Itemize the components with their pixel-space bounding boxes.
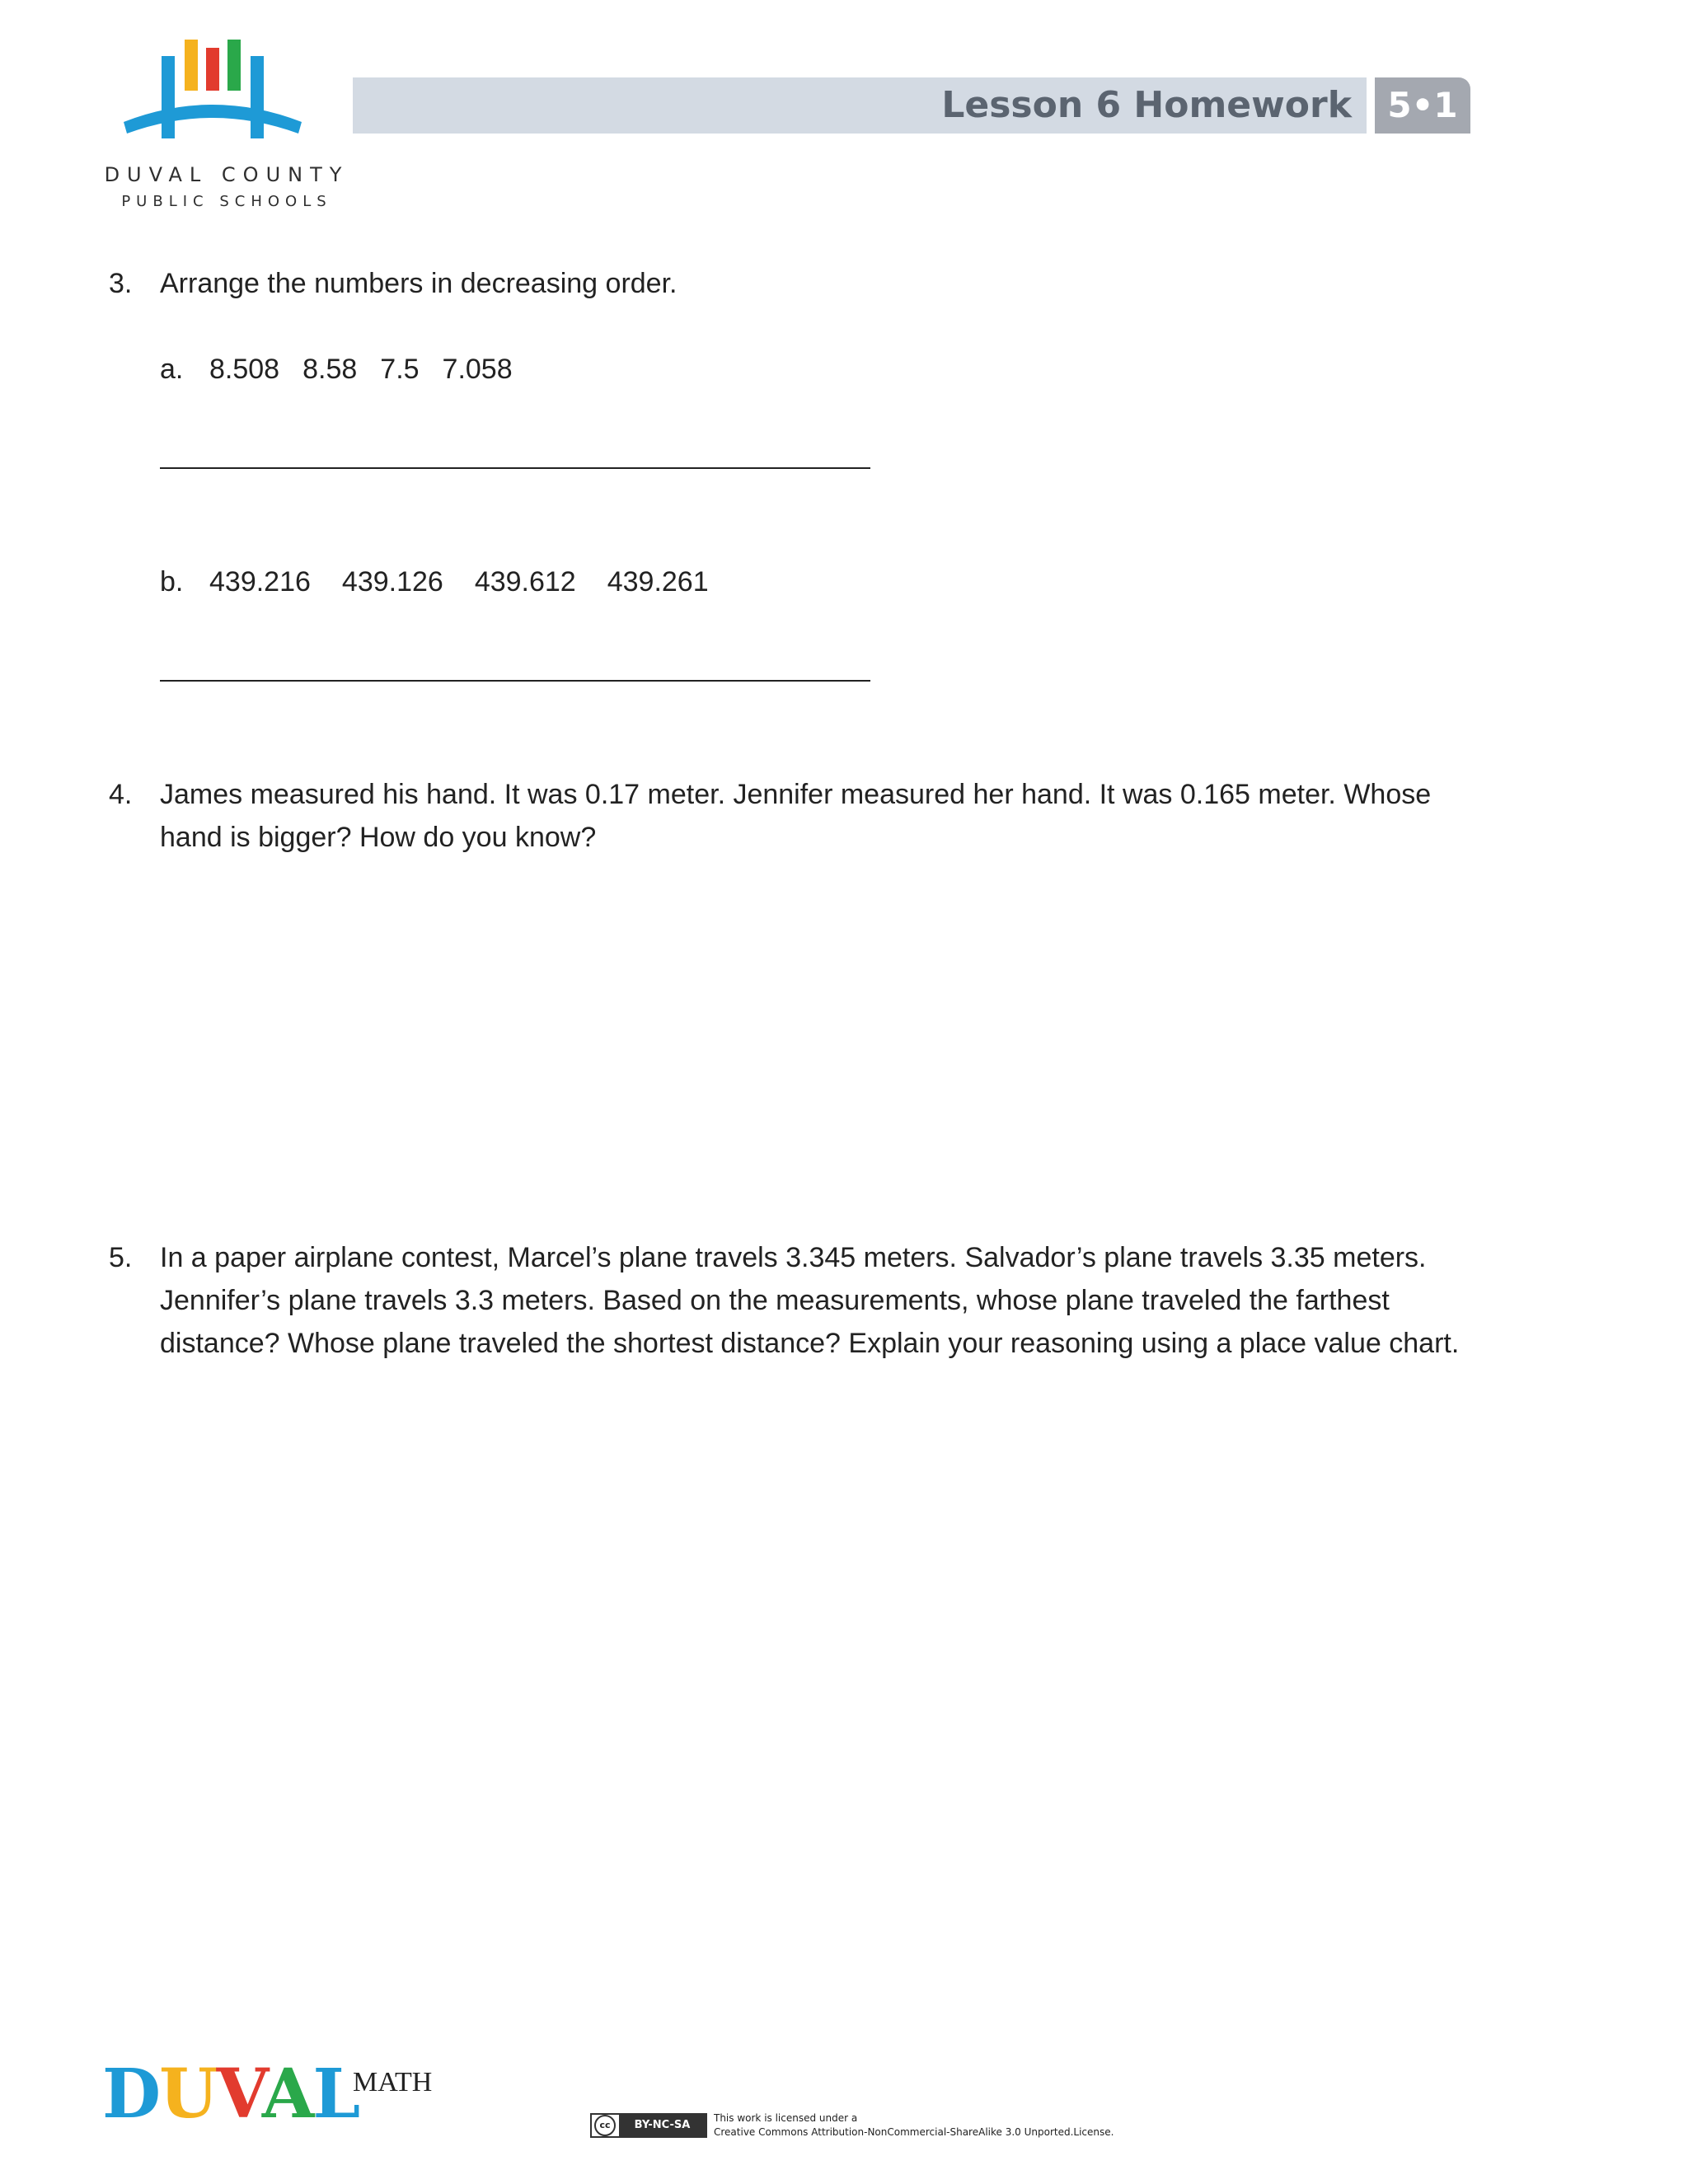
problem-line: In a paper airplane contest, Marcel’s plane travels 3.345 meters. Salvador’s plane travels 3.35 meters. (160, 1242, 1427, 1273)
part-letter: a. (160, 354, 184, 385)
problem-number: 5. (109, 1242, 133, 1273)
duval-bridge-logo-icon (124, 33, 330, 148)
logo-letter: V (216, 2055, 262, 2134)
math-label: MATH (353, 2067, 433, 2097)
logo-letter: D (102, 2055, 160, 2134)
answer-line-3a[interactable] (160, 467, 870, 469)
number-value: 439.126 (341, 566, 443, 598)
number-value: 7.5 (380, 354, 420, 385)
license-line: Creative Commons Attribution-NonCommercial-ShareAlike 3.0 Unported.License. (714, 2126, 1114, 2138)
problem-line: James measured his hand. It was 0.17 meter. Jennifer measured her hand. It was 0.165 meter. Whose (160, 779, 1432, 810)
number-value: 8.58 (302, 354, 358, 385)
license-text (714, 2111, 1114, 2139)
problem-line: hand is bigger? How do you know? (160, 822, 597, 853)
logo-letter: A (261, 2055, 313, 2134)
number-value: 439.216 (209, 566, 311, 598)
answer-line-3b[interactable] (160, 680, 870, 682)
number-value: 7.058 (442, 354, 513, 385)
problem-line: Arrange the numbers in decreasing order. (160, 268, 678, 299)
logo-letter: L (312, 2055, 359, 2134)
number-value: 439.261 (607, 566, 709, 598)
creative-commons-icon: cc (594, 2115, 616, 2136)
duval-math-logo (102, 2055, 359, 2134)
number-value: 439.612 (474, 566, 576, 598)
problem-text (160, 773, 1479, 859)
cc-license-badge[interactable] (590, 2113, 707, 2138)
grade-module-badge: 5•1 (1375, 77, 1470, 134)
district-subname: PUBLIC SCHOOLS (121, 193, 332, 210)
problem-text (160, 262, 1479, 305)
number-value: 8.508 (209, 354, 280, 385)
district-logo (91, 33, 363, 223)
problem-line: distance? Whose plane traveled the shortest distance? Explain your reasoning using a place value chart. (160, 1328, 1460, 1359)
problem-text (160, 1236, 1479, 1365)
part-letter: b. (160, 566, 184, 598)
cc-license-label: BY-NC-SA (619, 2115, 706, 2136)
problem-3a (160, 348, 536, 391)
problem-number: 4. (109, 779, 133, 810)
district-name: DUVAL COUNTY (104, 163, 349, 186)
problem-number: 3. (109, 268, 133, 299)
license-line: This work is licensed under a (714, 2112, 858, 2124)
problem-3b (160, 560, 740, 603)
problem-line: Jennifer’s plane travels 3.3 meters. Based on the measurements, whose plane traveled the farthest (160, 1285, 1390, 1316)
lesson-title-bar (353, 77, 1367, 134)
logo-letter: U (159, 2055, 217, 2134)
lesson-title: Lesson 6 Homework (941, 84, 1352, 126)
